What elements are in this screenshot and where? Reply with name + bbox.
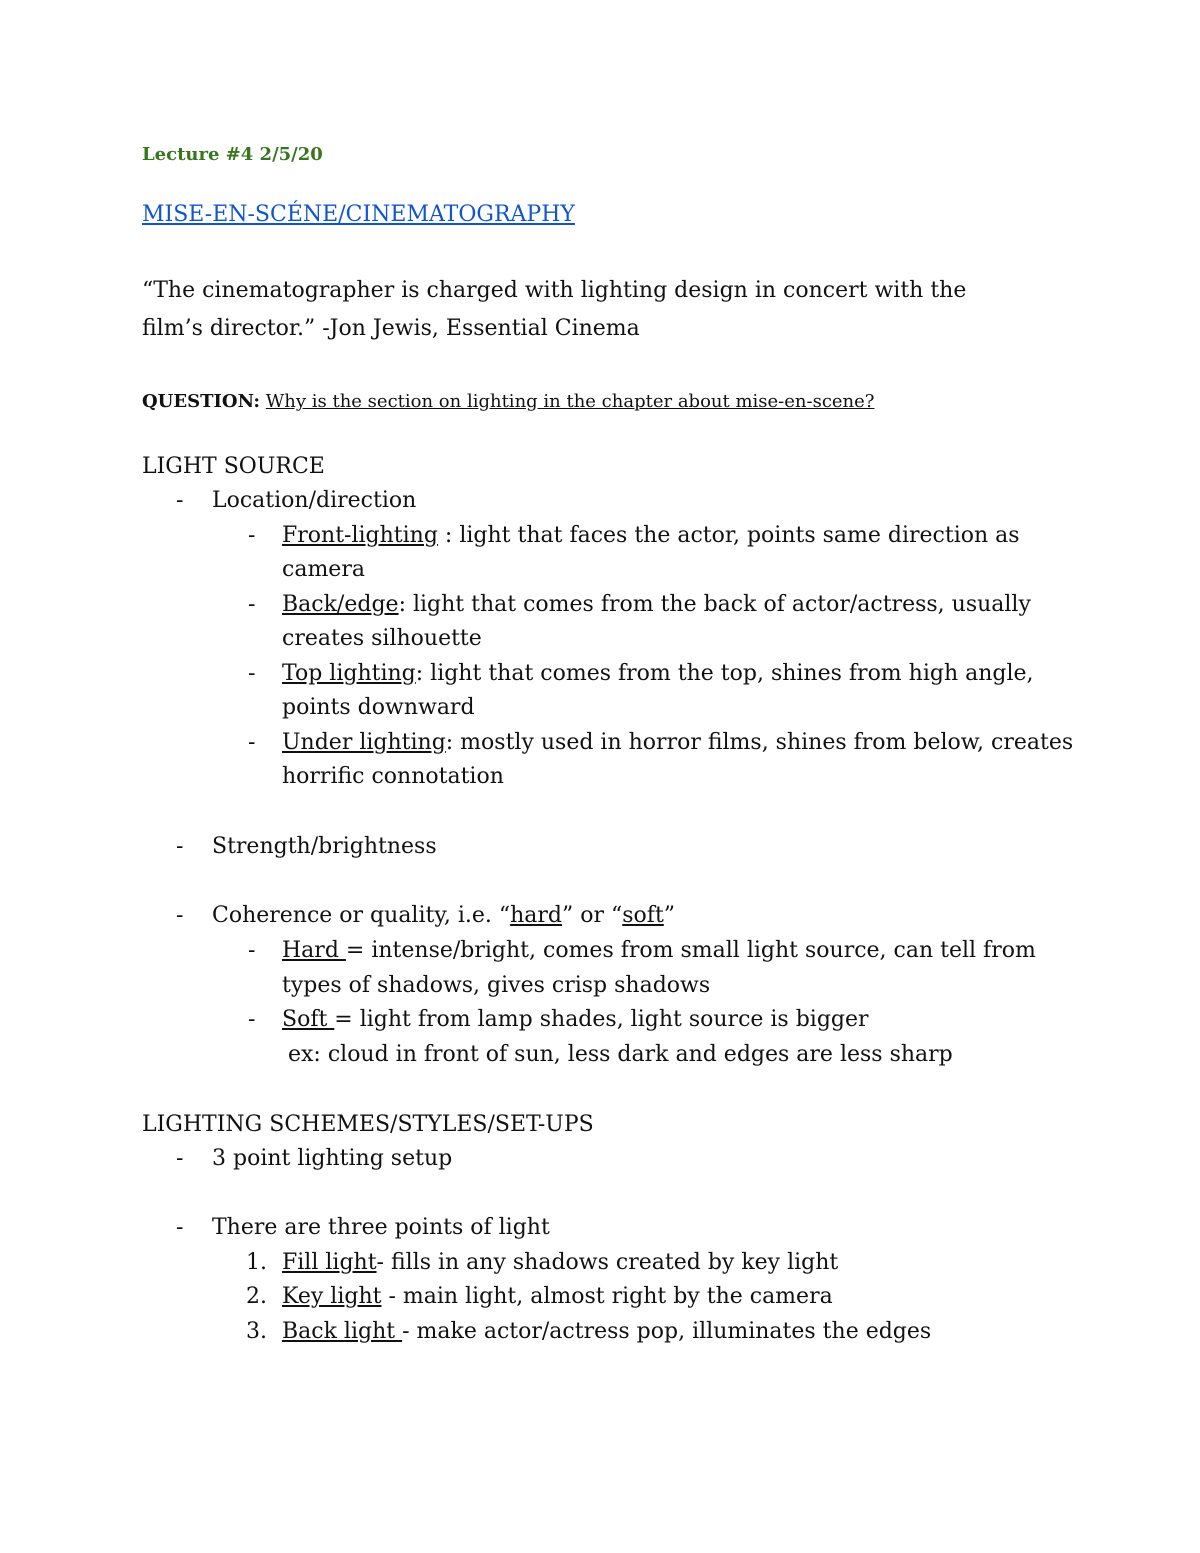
coherence-hard-word: hard — [510, 903, 563, 928]
top-lighting-cont: points downward — [282, 695, 475, 720]
three-points-item: There are three points of light — [212, 1215, 550, 1240]
back-light-desc: - make actor/actress pop, illuminates the edges — [402, 1319, 932, 1344]
hard-desc: = intense/bright, comes from small light source, can tell from — [345, 938, 1036, 963]
hard-line — [282, 934, 1036, 968]
soft-line — [282, 1003, 869, 1037]
under-lighting-desc: : mostly used in horror films, shines from below, creates — [445, 730, 1074, 755]
three-point-item: 3 point lighting setup — [212, 1146, 453, 1171]
page-title — [142, 198, 575, 232]
under-lighting-cont: horrific connotation — [282, 764, 504, 789]
hard-cont: types of shadows, gives crisp shadows — [282, 973, 711, 998]
top-lighting-desc: : light that comes from the top, shines from high angle, — [415, 661, 1034, 686]
key-light-desc: - main light, almost right by the camera — [381, 1284, 833, 1309]
back-edge-line — [282, 588, 1031, 622]
back-edge-term: Back/edge — [282, 592, 399, 617]
hard-term: Hard — [282, 938, 346, 963]
list-number: 1. — [246, 1250, 267, 1275]
fill-light-desc: - fills in any shadows created by key light — [376, 1250, 839, 1275]
soft-example: ex: cloud in front of sun, less dark and edges are less sharp — [288, 1042, 953, 1067]
bullet-dash: - — [248, 523, 256, 548]
key-light-term: Key light — [282, 1284, 382, 1309]
bullet-dash: - — [248, 730, 256, 755]
quote-line-2: film’s director.” -Jon Jewis, Essential Cinema — [142, 316, 640, 341]
list-number: 2. — [246, 1284, 267, 1309]
question-label: QUESTION: — [142, 391, 261, 412]
question-text: Why is the section on lighting in the chapter about mise-en-scene? — [265, 391, 875, 412]
bullet-dash: - — [176, 1146, 184, 1171]
question-line — [142, 385, 874, 419]
front-lighting-line — [282, 519, 1020, 553]
soft-term: Soft — [282, 1007, 335, 1032]
top-lighting-line — [282, 657, 1034, 691]
back-light-line — [282, 1315, 931, 1349]
location-label: Location/direction — [212, 488, 417, 513]
title-link[interactable]: MISE-EN-SCÉNE/CINEMATOGRAPHY — [142, 202, 575, 227]
fill-light-line — [282, 1246, 838, 1280]
front-lighting-desc: : light that faces the actor, points same direction as — [437, 523, 1020, 548]
under-lighting-line — [282, 726, 1073, 760]
bullet-dash: - — [176, 834, 184, 859]
light-source-heading: LIGHT SOURCE — [142, 454, 325, 479]
coherence-line — [212, 899, 675, 933]
back-edge-cont: creates silhouette — [282, 626, 482, 651]
fill-light-term: Fill light — [282, 1250, 377, 1275]
back-edge-desc: : light that comes from the back of actor/actress, usually — [398, 592, 1031, 617]
coherence-soft-word: soft — [622, 903, 664, 928]
key-light-line — [282, 1280, 833, 1314]
bullet-dash: - — [248, 938, 256, 963]
soft-desc: = light from lamp shades, light source is bigger — [334, 1007, 869, 1032]
back-light-term: Back light — [282, 1319, 403, 1344]
schemes-heading: LIGHTING SCHEMES/STYLES/SET-UPS — [142, 1112, 594, 1137]
strength-label: Strength/brightness — [212, 834, 437, 859]
bullet-dash: - — [176, 1215, 184, 1240]
coherence-prefix: Coherence or quality, i.e. “ — [212, 903, 511, 928]
front-lighting-term: Front-lighting — [282, 523, 438, 548]
lecture-label: Lecture #4 2/5/20 — [142, 144, 323, 165]
coherence-suffix: ” — [663, 903, 676, 928]
bullet-dash: - — [176, 488, 184, 513]
bullet-dash: - — [248, 592, 256, 617]
quote-line-1: “The cinematographer is charged with lighting design in concert with the — [142, 278, 967, 303]
bullet-dash: - — [248, 661, 256, 686]
coherence-middle: ” or “ — [562, 903, 623, 928]
bullet-dash: - — [248, 1007, 256, 1032]
top-lighting-term: Top lighting — [282, 661, 416, 686]
front-lighting-cont: camera — [282, 557, 365, 582]
under-lighting-term: Under lighting — [282, 730, 446, 755]
bullet-dash: - — [176, 903, 184, 928]
list-number: 3. — [246, 1319, 267, 1344]
